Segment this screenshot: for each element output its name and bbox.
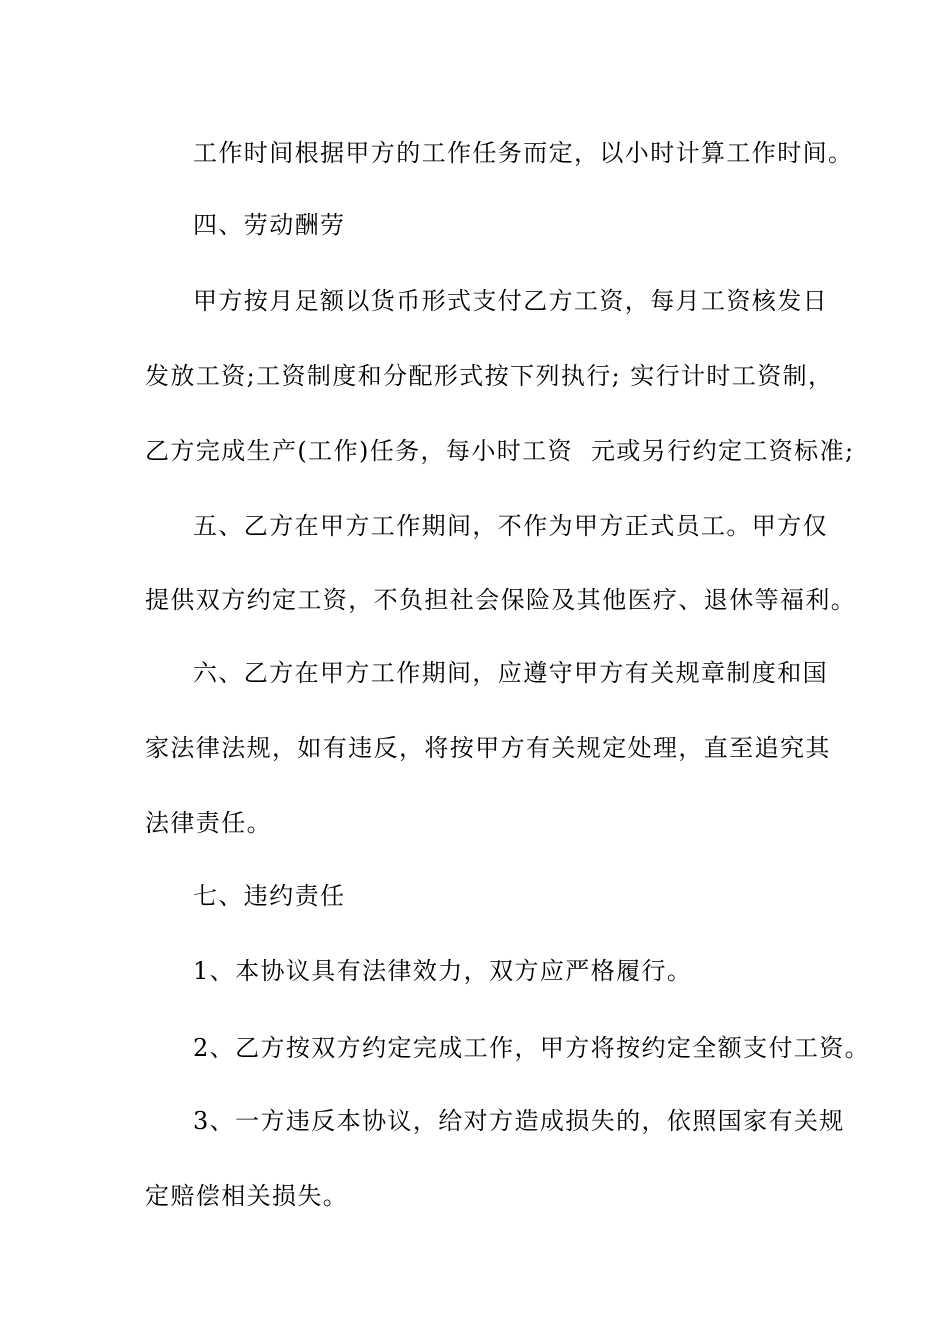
paragraph-wage-line-3: 乙方完成生产(工作)任务，每小时工资 元或另行约定工资标准;: [145, 437, 855, 465]
paragraph-wage-line-1: 甲方按月足额以货币形式支付乙方工资，每月工资核发日: [193, 287, 828, 315]
paragraph-rules-line-1: 六、乙方在甲方工作期间，应遵守甲方有关规章制度和国: [193, 659, 828, 687]
clause-2: 2、乙方按双方约定完成工作，甲方将按约定全额支付工资。: [193, 1034, 871, 1062]
paragraph-work-hours: 工作时间根据甲方的工作任务而定，以小时计算工作时间。: [193, 139, 854, 167]
paragraph-employee-status-line-2: 提供双方约定工资，不负担社会保险及其他医疗、退休等福利。: [145, 586, 857, 614]
paragraph-employee-status-line-1: 五、乙方在甲方工作期间，不作为甲方正式员工。甲方仅: [193, 512, 828, 540]
paragraph-wage-line-2: 发放工资;工资制度和分配形式按下列执行; 实行计时工资制，: [145, 362, 834, 390]
paragraph-rules-line-2: 家法律法规，如有违反，将按甲方有关规定处理，直至追究其: [145, 734, 831, 762]
clause-1: 1、本协议具有法律效力，双方应严格履行。: [193, 957, 693, 985]
section-heading-liability: 七、违约责任: [193, 882, 346, 910]
section-heading-remuneration: 四、劳动酬劳: [193, 211, 346, 239]
paragraph-rules-line-3: 法律责任。: [145, 809, 272, 837]
clause-3-line-1: 3、一方违反本协议，给对方造成损失的，依照国家有关规: [193, 1107, 845, 1135]
clause-3-line-2: 定赔偿相关损失。: [145, 1182, 349, 1210]
